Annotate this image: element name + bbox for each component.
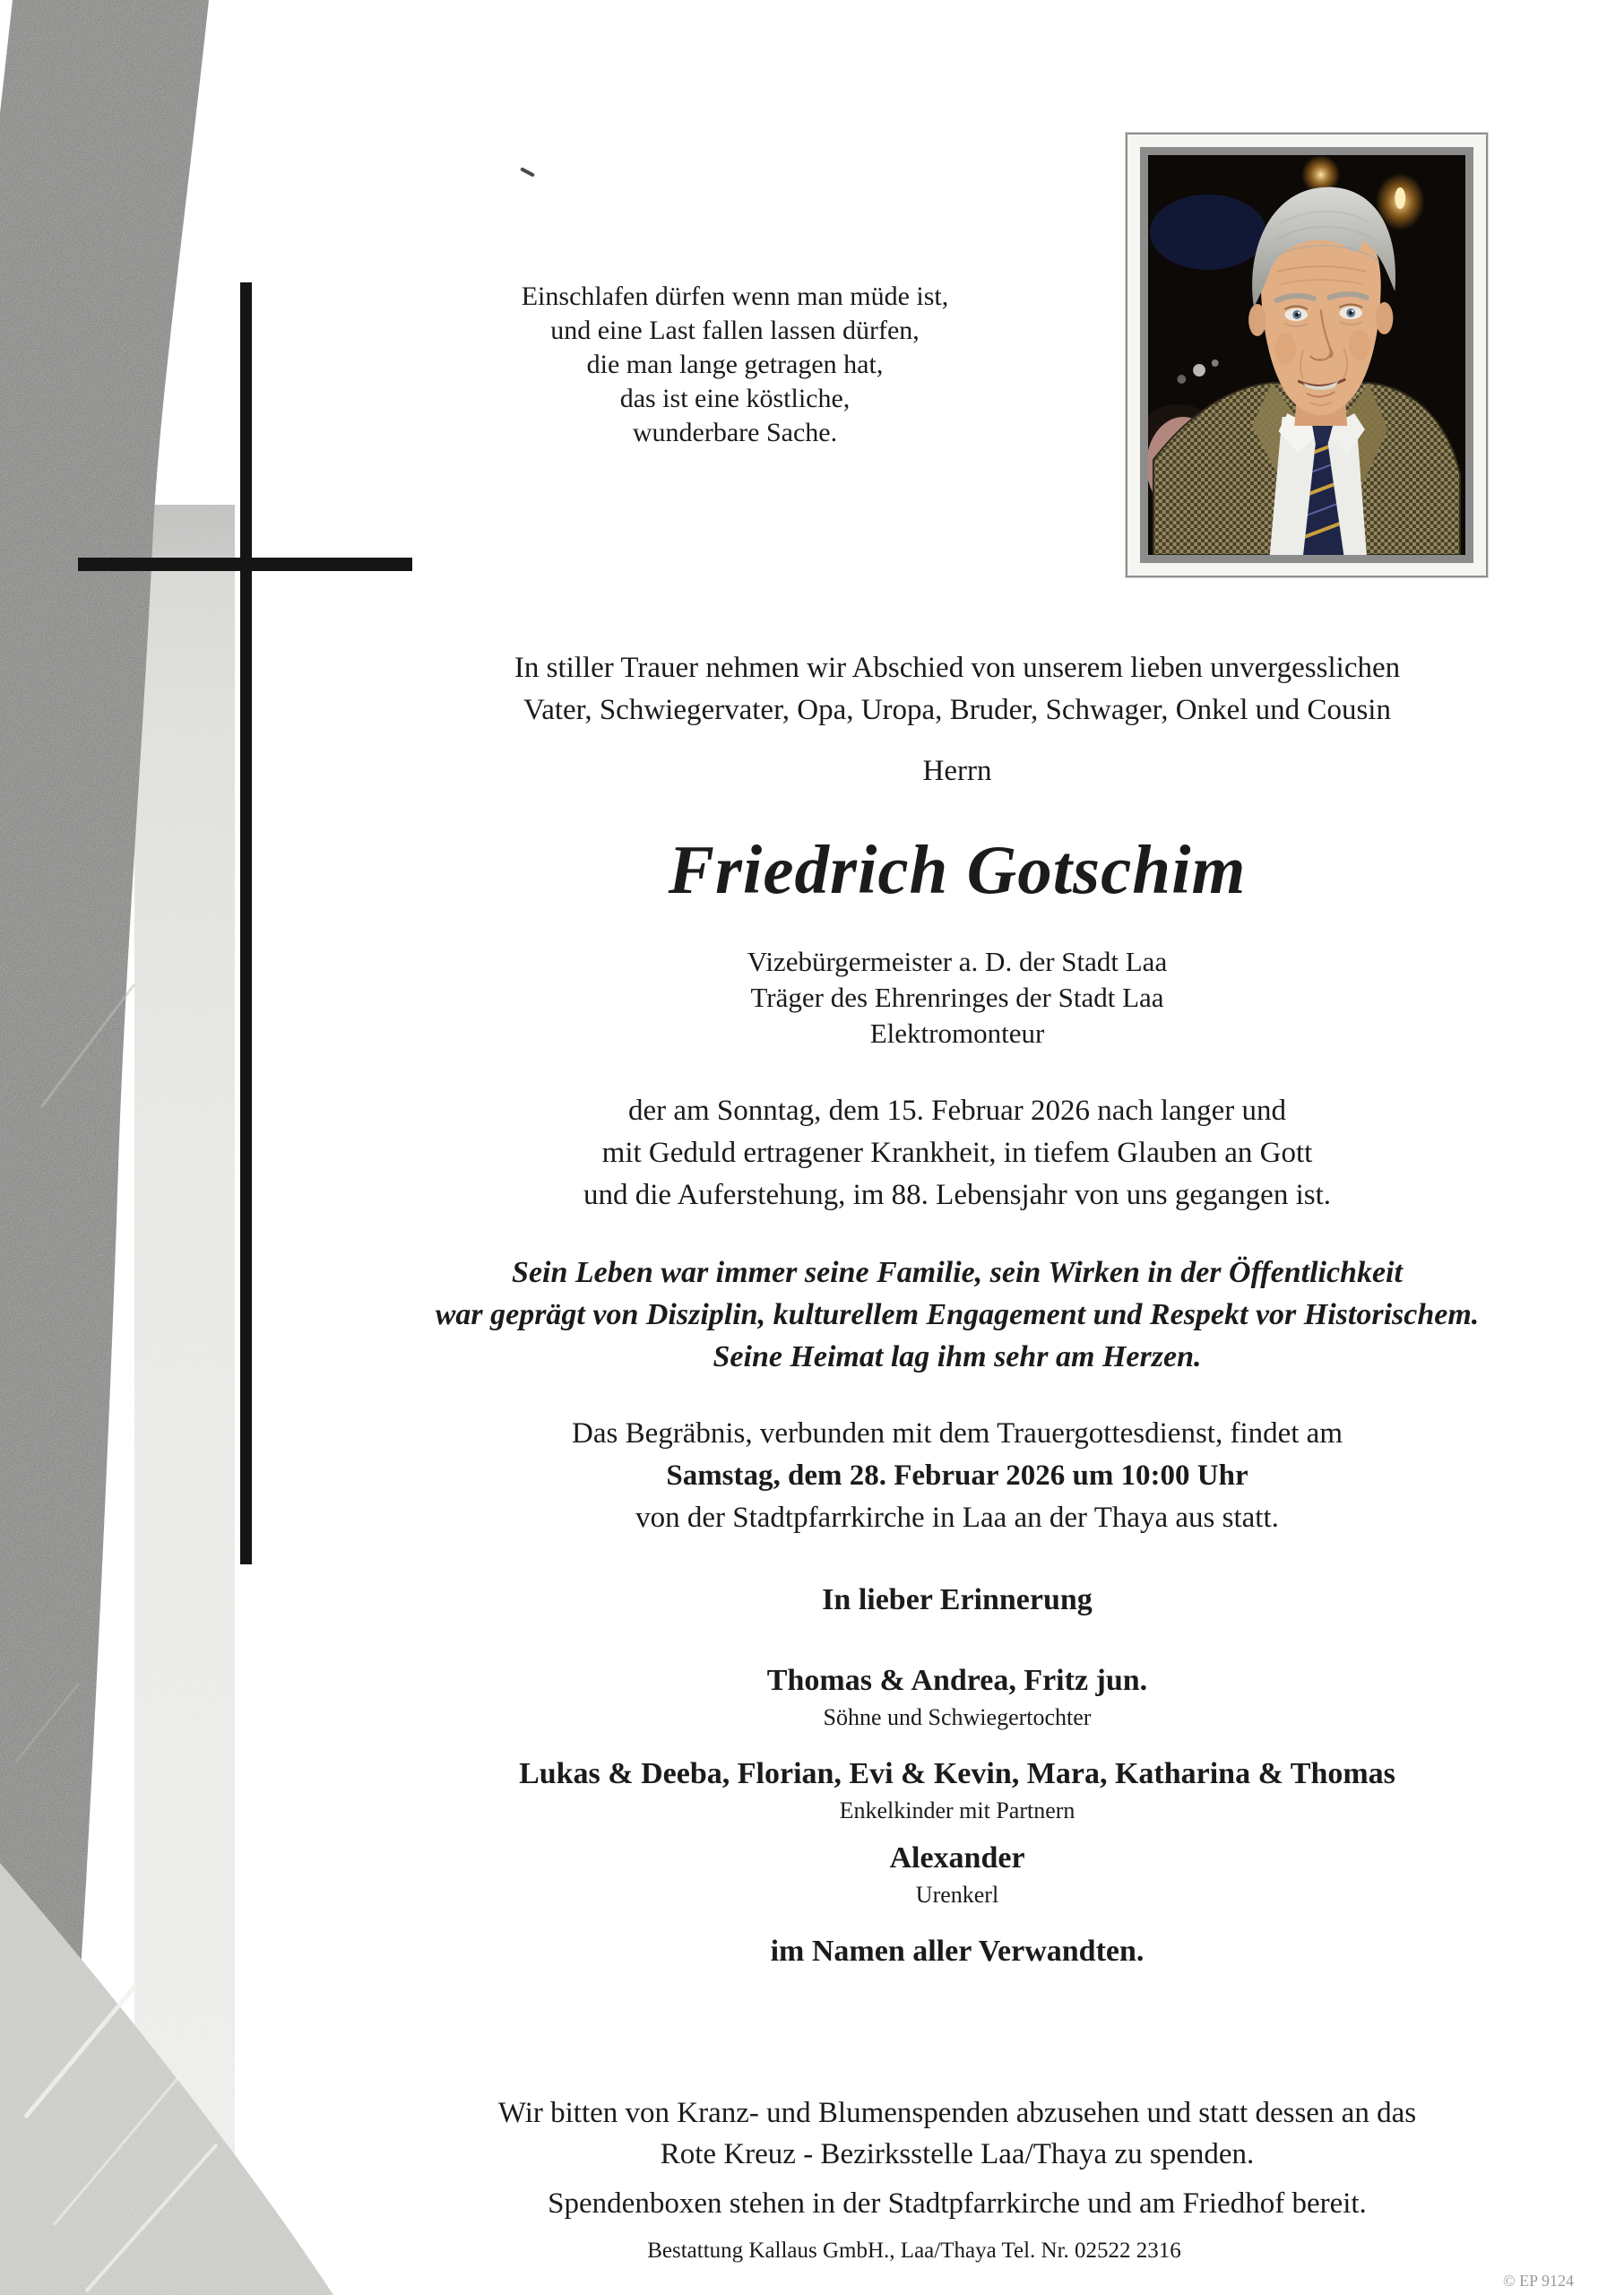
- title-line: Vizebürgermeister a. D. der Stadt Laa: [747, 946, 1168, 977]
- print-code: © EP 9124: [1502, 2272, 1574, 2290]
- poem-line: Einschlafen dürfen wenn man müde ist,: [521, 281, 949, 311]
- death-notice-line: der am Sonntag, dem 15. Februar 2026 nach langer und: [627, 1095, 1287, 1127]
- death-notice: [294, 1090, 1620, 1217]
- salutation: Herrn: [922, 755, 992, 787]
- tribute-line: Seine Heimat lag ihm sehr am Herzen.: [713, 1340, 1202, 1373]
- portrait-photo: [1140, 147, 1473, 563]
- tribute-line: war geprägt von Disziplin, kulturellem Engagement und Respekt vor Historischem.: [435, 1298, 1480, 1331]
- mourner-group: [294, 1841, 1620, 1909]
- title-line: Träger des Ehrenringes der Stadt Laa: [750, 982, 1164, 1013]
- poem: [376, 280, 1093, 450]
- poem-line: die man lange getragen hat,: [586, 350, 884, 379]
- death-notice-line: mit Geduld ertragener Krankheit, in tiefem Glauben an Gott: [601, 1137, 1313, 1169]
- mourner-names: Alexander: [889, 1841, 1025, 1875]
- poem-line: das ist eine köstliche,: [619, 384, 851, 413]
- portrait-photo-frame: [1126, 133, 1488, 577]
- scan-artifact: [520, 167, 535, 178]
- portrait-illustration: [1148, 155, 1465, 555]
- donation-line: Spendenboxen stehen in der Stadtpfarrkirche und am Friedhof bereit.: [548, 2187, 1367, 2220]
- remembrance-heading: In lieber Erinnerung: [822, 1583, 1093, 1616]
- mourner-relation: Söhne und Schwiegertochter: [823, 1704, 1092, 1730]
- donation-line: Rote Kreuz - Bezirksstelle Laa/Thaya zu spenden.: [660, 2138, 1255, 2170]
- funeral-date: Samstag, dem 28. Februar 2026 um 10:00 Uhr: [666, 1459, 1248, 1492]
- death-notice-line: und die Auferstehung, im 88. Lebensjahr von uns gegangen ist.: [583, 1179, 1331, 1211]
- tribute: [294, 1251, 1620, 1378]
- funeral-details: [294, 1413, 1620, 1539]
- funeral-line: von der Stadtpfarrkirche in Laa an der Thaya aus statt.: [635, 1502, 1279, 1534]
- mourner-relation: Enkelkinder mit Partnern: [839, 1797, 1075, 1823]
- poem-line: wunderbare Sache.: [632, 418, 838, 447]
- closing-line: im Namen aller Verwandten.: [770, 1935, 1145, 1968]
- announcement-line: In stiller Trauer nehmen wir Abschied von unserem lieben unvergesslichen: [514, 652, 1401, 684]
- deceased-titles: [294, 944, 1620, 1052]
- announcement-line: Vater, Schwiegervater, Opa, Uropa, Bruder, Schwager, Onkel und Cousin: [523, 694, 1391, 726]
- mourner-group: [294, 1664, 1620, 1731]
- pale-stone-band: [134, 505, 235, 2295]
- title-line: Elektromonteur: [869, 1018, 1045, 1049]
- announcement: [294, 647, 1620, 732]
- mourner-names: Thomas & Andrea, Fritz jun.: [766, 1664, 1148, 1697]
- donation-line: Wir bitten von Kranz- und Blumenspenden abzusehen und statt dessen an das: [497, 2097, 1417, 2129]
- mourner-names: Lukas & Deeba, Florian, Evi & Kevin, Mara, Katharina & Thomas: [519, 1757, 1395, 1790]
- mourner-relation: Urenkerl: [915, 1882, 999, 1908]
- poem-line: und eine Last fallen lassen dürfen,: [550, 316, 920, 345]
- funeral-home-footer: Bestattung Kallaus GmbH., Laa/Thaya Tel. Nr. 02522 2316: [647, 2239, 1181, 2263]
- donation-request: [294, 2092, 1620, 2224]
- deceased-name: Friedrich Gotschim: [668, 831, 1247, 908]
- funeral-line: Das Begräbnis, verbunden mit dem Trauergottesdienst, findet am: [572, 1417, 1343, 1450]
- tribute-line: Sein Leben war immer seine Familie, sein Wirken in der Öffentlichkeit: [512, 1256, 1403, 1289]
- mourner-group: [294, 1757, 1620, 1824]
